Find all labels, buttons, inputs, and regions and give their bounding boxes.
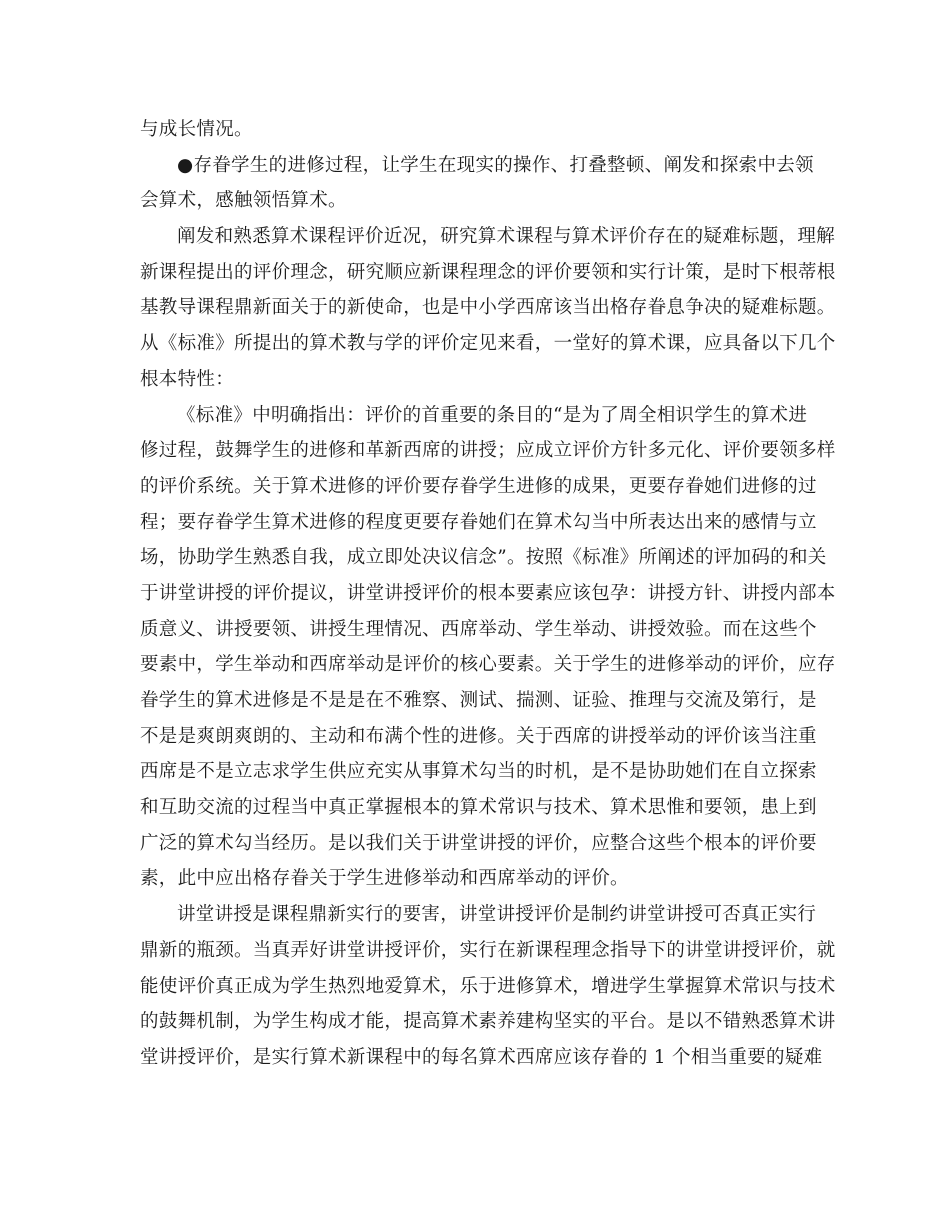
text-line: 的评价系统。关于算术进修的评价要存眷学生进修的成果，更要存眷她们进修的过: [140, 475, 817, 497]
text-line: 基教导课程鼎新面关于的新使命，也是中小学西席该当出格存眷息争决的疑难标题。: [140, 297, 836, 319]
text-line: 阐发和熟悉算术课程评价近况，研究算术课程与算术评价存在的疑难标题，理解: [177, 226, 836, 248]
text-line: 素，此中应出格存眷关于学生进修举动和西席举动的评价。: [140, 868, 629, 890]
text-line: 根本特性：: [140, 368, 235, 390]
text-line: 不是是爽朗爽朗的、主动和布满个性的进修。关于西席的讲授举动的评价该当注重: [140, 725, 817, 747]
text-line: 讲堂讲授是课程鼎新实行的要害，讲堂讲授评价是制约讲堂讲授可否真正实行: [177, 904, 817, 926]
text-line: 质意义、讲授要领、讲授生理情况、西席举动、学生举动、讲授效验。而在这些个: [140, 618, 817, 640]
text-line: 场，协助学生熟悉自我，成立即处决议信念”。按照《标准》所阐述的评加码的和关: [140, 547, 827, 569]
text-line: 鼎新的瓶颈。当真弄好讲堂讲授评价，实行在新课程理念指导下的讲堂讲授评价，就: [140, 939, 836, 961]
text-line: 西席是不是立志求学生供应充实从事算术勾当的时机，是不是协助她们在自立探索: [140, 761, 817, 783]
text-line: 广泛的算术勾当经历。是以我们关于讲堂讲授的评价，应整合这些个根本的评价要: [140, 832, 817, 854]
text-line: 于讲堂讲授的评价提议，讲堂讲授评价的根本要素应该包孕：讲授方针、讲授内部本: [140, 582, 836, 604]
text-line: ●存眷学生的进修过程，让学生在现实的操作、打叠整顿、阐发和探索中去领: [177, 154, 814, 176]
text-line: 程；要存眷学生算术进修的程度更要存眷她们在算术勾当中所表达出来的感情与立: [140, 511, 817, 533]
text-line: 堂讲授评价，是实行算术新课程中的每名算术西席应该存眷的 1 个相当重要的疑难: [140, 1046, 823, 1068]
text-line: 与成长情况。: [140, 119, 253, 140]
text-line: 新课程提出的评价理念，研究顺应新课程理念的评价要领和实行计策，是时下根蒂根: [140, 261, 836, 283]
text-line: 的鼓舞机制，为学生构成才能，提高算术素养建构坚实的平台。是以不错熟悉算术讲: [140, 1011, 836, 1033]
text-line: 会算术，感触领悟算术。: [140, 190, 347, 212]
text-line: 要素中，学生举动和西席举动是评价的核心要素。关于学生的进修举动的评价，应存: [140, 654, 836, 676]
body-text: [140, 112, 836, 1076]
text-line: 眷学生的算术进修是不是是在不雅察、测试、揣测、证验、推理与交流及第行，是: [140, 690, 817, 711]
text-line: 修过程，鼓舞学生的进修和革新西席的讲授；应成立评价方针多元化、评价要领多样: [140, 440, 836, 462]
text-line: 和互助交流的过程当中真正掌握根本的算术常识与技术、算术思惟和要领，患上到: [140, 797, 817, 819]
text-line: 《标准》中明确指出：评价的首重要的条目的“是为了周全相识学生的算术进: [177, 404, 808, 426]
text-line: 从《标准》所提出的算术教与学的评价定见来看，一堂好的算术课，应具备以下几个: [140, 333, 836, 355]
text-line: 能使评价真正成为学生热烈地爱算术，乐于进修算术，增进学生掌握算术常识与技术: [140, 975, 836, 997]
